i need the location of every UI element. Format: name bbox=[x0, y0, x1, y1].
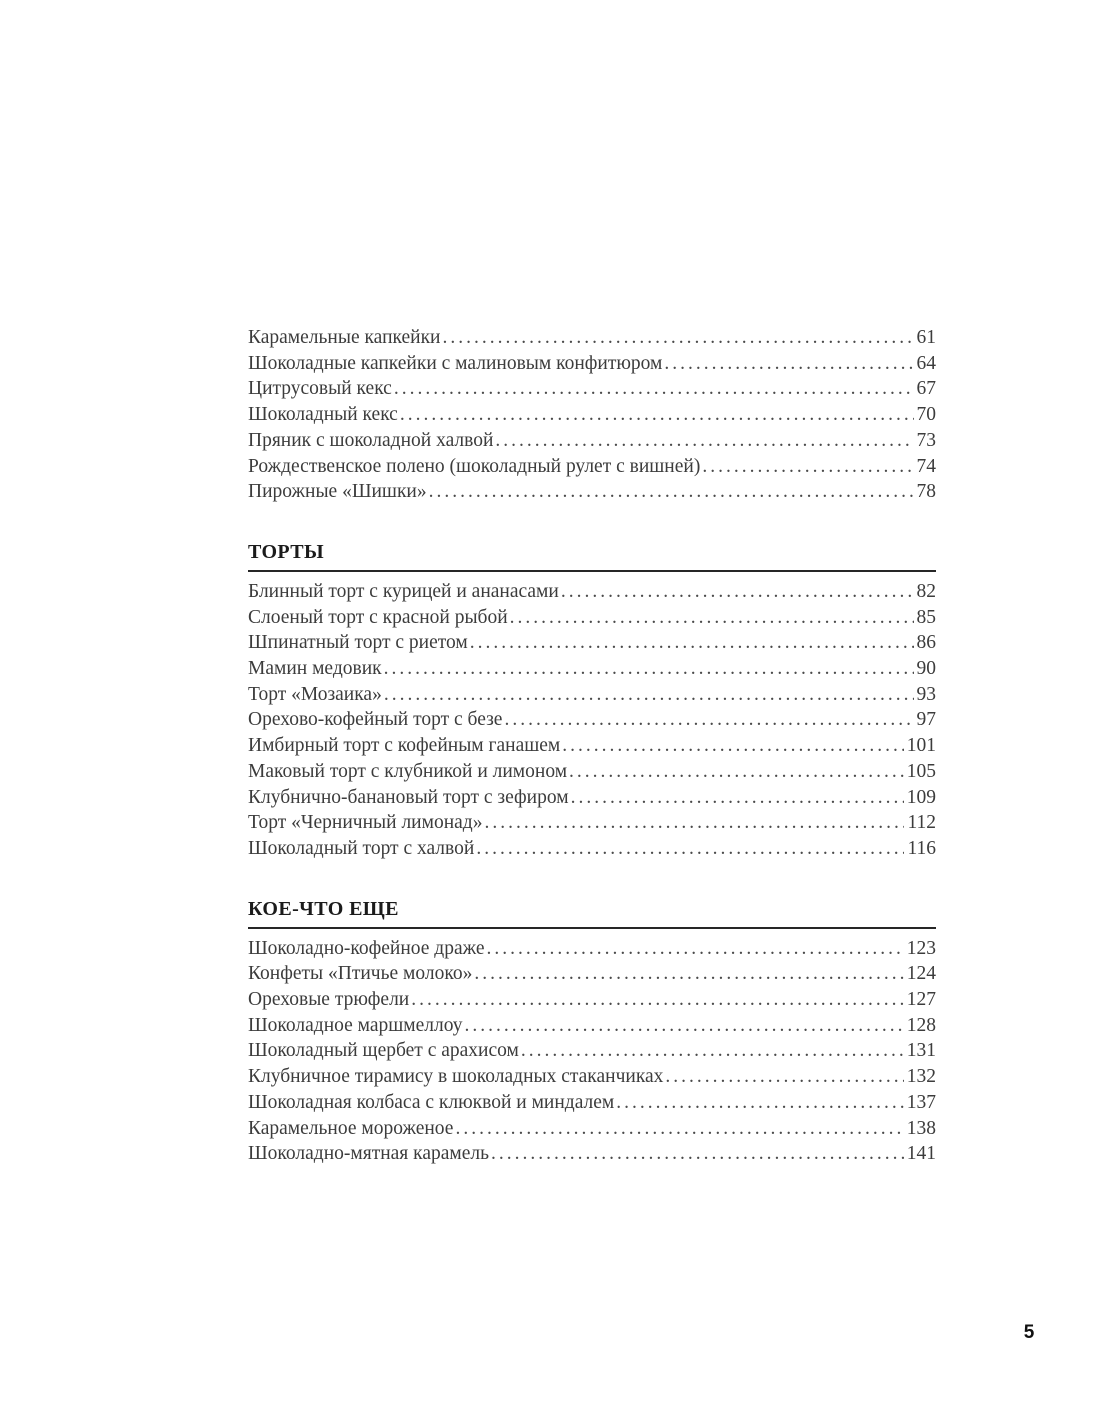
toc-entry-title: Шоколадный кекс bbox=[248, 404, 398, 426]
toc-entry bbox=[248, 936, 936, 962]
toc-entry-title: Пряник с шоколадной халвой bbox=[248, 429, 494, 451]
dot-leader bbox=[665, 1064, 903, 1090]
dot-leader bbox=[484, 810, 904, 836]
toc-entry-page: 124 bbox=[906, 963, 936, 985]
toc-entry-title: Мамин медовик bbox=[248, 658, 382, 680]
dot-leader bbox=[664, 351, 913, 377]
toc-entry bbox=[248, 707, 936, 733]
toc-entry-title: Конфеты «Птичье молоко» bbox=[248, 963, 473, 985]
toc-entry bbox=[248, 325, 936, 351]
toc-entry bbox=[248, 1141, 936, 1167]
toc-entry bbox=[248, 479, 936, 505]
toc-entry-title: Ореховые трюфели bbox=[248, 989, 410, 1011]
toc-entry-page: 82 bbox=[916, 580, 936, 602]
dot-leader bbox=[521, 1038, 904, 1064]
toc-entry-title: Шпинатный торт с риетом bbox=[248, 632, 468, 654]
dot-leader bbox=[616, 1090, 903, 1116]
toc-entry bbox=[248, 428, 936, 454]
toc-entry bbox=[248, 1090, 936, 1116]
dot-leader bbox=[491, 1141, 904, 1167]
toc-entry-title: Шоколадный торт с халвой bbox=[248, 837, 475, 859]
toc-entry bbox=[248, 810, 936, 836]
toc-section bbox=[248, 325, 936, 505]
toc-entry bbox=[248, 785, 936, 811]
toc-entry bbox=[248, 376, 936, 402]
dot-leader bbox=[487, 936, 904, 962]
toc-entry-page: 132 bbox=[906, 1066, 936, 1088]
toc-entry-page: 109 bbox=[906, 786, 936, 808]
toc-entry-title: Торт «Мозаика» bbox=[248, 683, 382, 705]
toc-entry-page: 67 bbox=[916, 378, 936, 400]
toc-entry bbox=[248, 1064, 936, 1090]
toc-entry-page: 86 bbox=[916, 632, 936, 654]
dot-leader bbox=[470, 630, 914, 656]
toc-entry bbox=[248, 733, 936, 759]
dot-leader bbox=[569, 759, 904, 785]
toc-entry-title: Слоеный торт с красной рыбой bbox=[248, 606, 508, 628]
toc-entry-page: 123 bbox=[906, 937, 936, 959]
toc-section bbox=[248, 540, 936, 862]
dot-leader bbox=[443, 325, 914, 351]
dot-leader bbox=[394, 376, 914, 402]
toc-entry-title: Шоколадные капкейки с малиновым конфитюром bbox=[248, 352, 663, 374]
toc-entry bbox=[248, 759, 936, 785]
toc-entry-page: 112 bbox=[907, 812, 936, 834]
toc-entry-page: 105 bbox=[906, 760, 936, 782]
toc-entry-page: 131 bbox=[906, 1040, 936, 1062]
toc-entry-title: Шоколадно-мятная карамель bbox=[248, 1143, 490, 1165]
toc-entry bbox=[248, 1116, 936, 1142]
dot-leader bbox=[504, 707, 913, 733]
toc-entry-title: Пирожные «Шишки» bbox=[248, 481, 427, 503]
dot-leader bbox=[495, 428, 913, 454]
toc-entry bbox=[248, 682, 936, 708]
toc-entry-page: 90 bbox=[916, 658, 936, 680]
dot-leader bbox=[455, 1116, 903, 1142]
toc-entry-page: 137 bbox=[906, 1091, 936, 1113]
toc-entry bbox=[248, 605, 936, 631]
toc-entry-title: Карамельное мороженое bbox=[248, 1117, 454, 1139]
page-number: 5 bbox=[1023, 1322, 1035, 1343]
dot-leader bbox=[411, 987, 904, 1013]
toc-entry-title: Карамельные капкейки bbox=[248, 327, 441, 348]
dot-leader bbox=[476, 836, 904, 862]
toc-entry-title: Рождественское полено (шоколадный рулет с вишней) bbox=[248, 455, 701, 477]
toc-entry-title: Цитрусовый кекс bbox=[248, 378, 392, 400]
toc-entry-page: 127 bbox=[906, 989, 936, 1011]
toc-entry-page: 116 bbox=[907, 837, 936, 859]
toc-entry-page: 93 bbox=[916, 683, 936, 705]
toc-entry-page: 101 bbox=[906, 735, 936, 757]
toc-entry-title: Шоколадный щербет с арахисом bbox=[248, 1040, 519, 1062]
toc-entry-title: Маковый торт с клубникой и лимоном bbox=[248, 760, 568, 782]
dot-leader bbox=[702, 454, 913, 480]
toc-entry-page: 78 bbox=[916, 481, 936, 503]
toc-entry bbox=[248, 836, 936, 862]
toc-entry-page: 138 bbox=[906, 1117, 936, 1139]
toc-entry-title: Клубничное тирамису в шоколадных стаканчиках bbox=[248, 1066, 664, 1088]
toc-entry bbox=[248, 579, 936, 605]
dot-leader bbox=[400, 402, 914, 428]
toc-entry bbox=[248, 351, 936, 377]
dot-leader bbox=[510, 605, 914, 631]
toc-entry-title: Шоколадно-кофейное драже bbox=[248, 937, 485, 959]
toc-entry-page: 73 bbox=[916, 429, 936, 451]
toc-entry-page: 85 bbox=[916, 606, 936, 628]
toc-entry bbox=[248, 630, 936, 656]
dot-leader bbox=[562, 733, 903, 759]
toc-entry-page: 70 bbox=[916, 404, 936, 426]
toc-entry-title: Торт «Черничный лимонад» bbox=[248, 812, 483, 834]
toc-entry-title: Орехово-кофейный торт с безе bbox=[248, 709, 503, 731]
toc-entry bbox=[248, 961, 936, 987]
toc-entry-title: Шоколадное маршмеллоу bbox=[248, 1014, 463, 1036]
toc-entry-title: Клубнично-банановый торт с зефиром bbox=[248, 786, 569, 808]
toc-entry-page: 61 bbox=[916, 327, 936, 348]
toc-entry-page: 128 bbox=[906, 1014, 936, 1036]
toc-entry bbox=[248, 656, 936, 682]
dot-leader bbox=[561, 579, 914, 605]
toc-entry bbox=[248, 454, 936, 480]
toc-section bbox=[248, 897, 936, 1167]
toc-entry bbox=[248, 1013, 936, 1039]
section-title: ТОРТЫ bbox=[248, 540, 936, 572]
dot-leader bbox=[384, 682, 914, 708]
toc-entry-title: Имбирный торт с кофейным ганашем bbox=[248, 735, 561, 757]
toc-entry-title: Шоколадная колбаса с клюквой и миндалем bbox=[248, 1091, 615, 1113]
toc-entry bbox=[248, 1038, 936, 1064]
dot-leader bbox=[465, 1013, 904, 1039]
dot-leader bbox=[384, 656, 914, 682]
toc-entry-page: 97 bbox=[916, 709, 936, 731]
toc-entry-page: 141 bbox=[906, 1143, 936, 1165]
toc-entry-page: 74 bbox=[916, 455, 936, 477]
dot-leader bbox=[429, 479, 914, 505]
table-of-contents bbox=[248, 325, 936, 1167]
toc-entry-page: 64 bbox=[916, 352, 936, 374]
toc-entry-title: Блинный торт с курицей и ананасами bbox=[248, 580, 559, 602]
dot-leader bbox=[571, 785, 904, 811]
toc-entry bbox=[248, 987, 936, 1013]
section-title: КОЕ-ЧТО ЕЩЕ bbox=[248, 897, 936, 929]
toc-entry bbox=[248, 402, 936, 428]
dot-leader bbox=[474, 961, 903, 987]
